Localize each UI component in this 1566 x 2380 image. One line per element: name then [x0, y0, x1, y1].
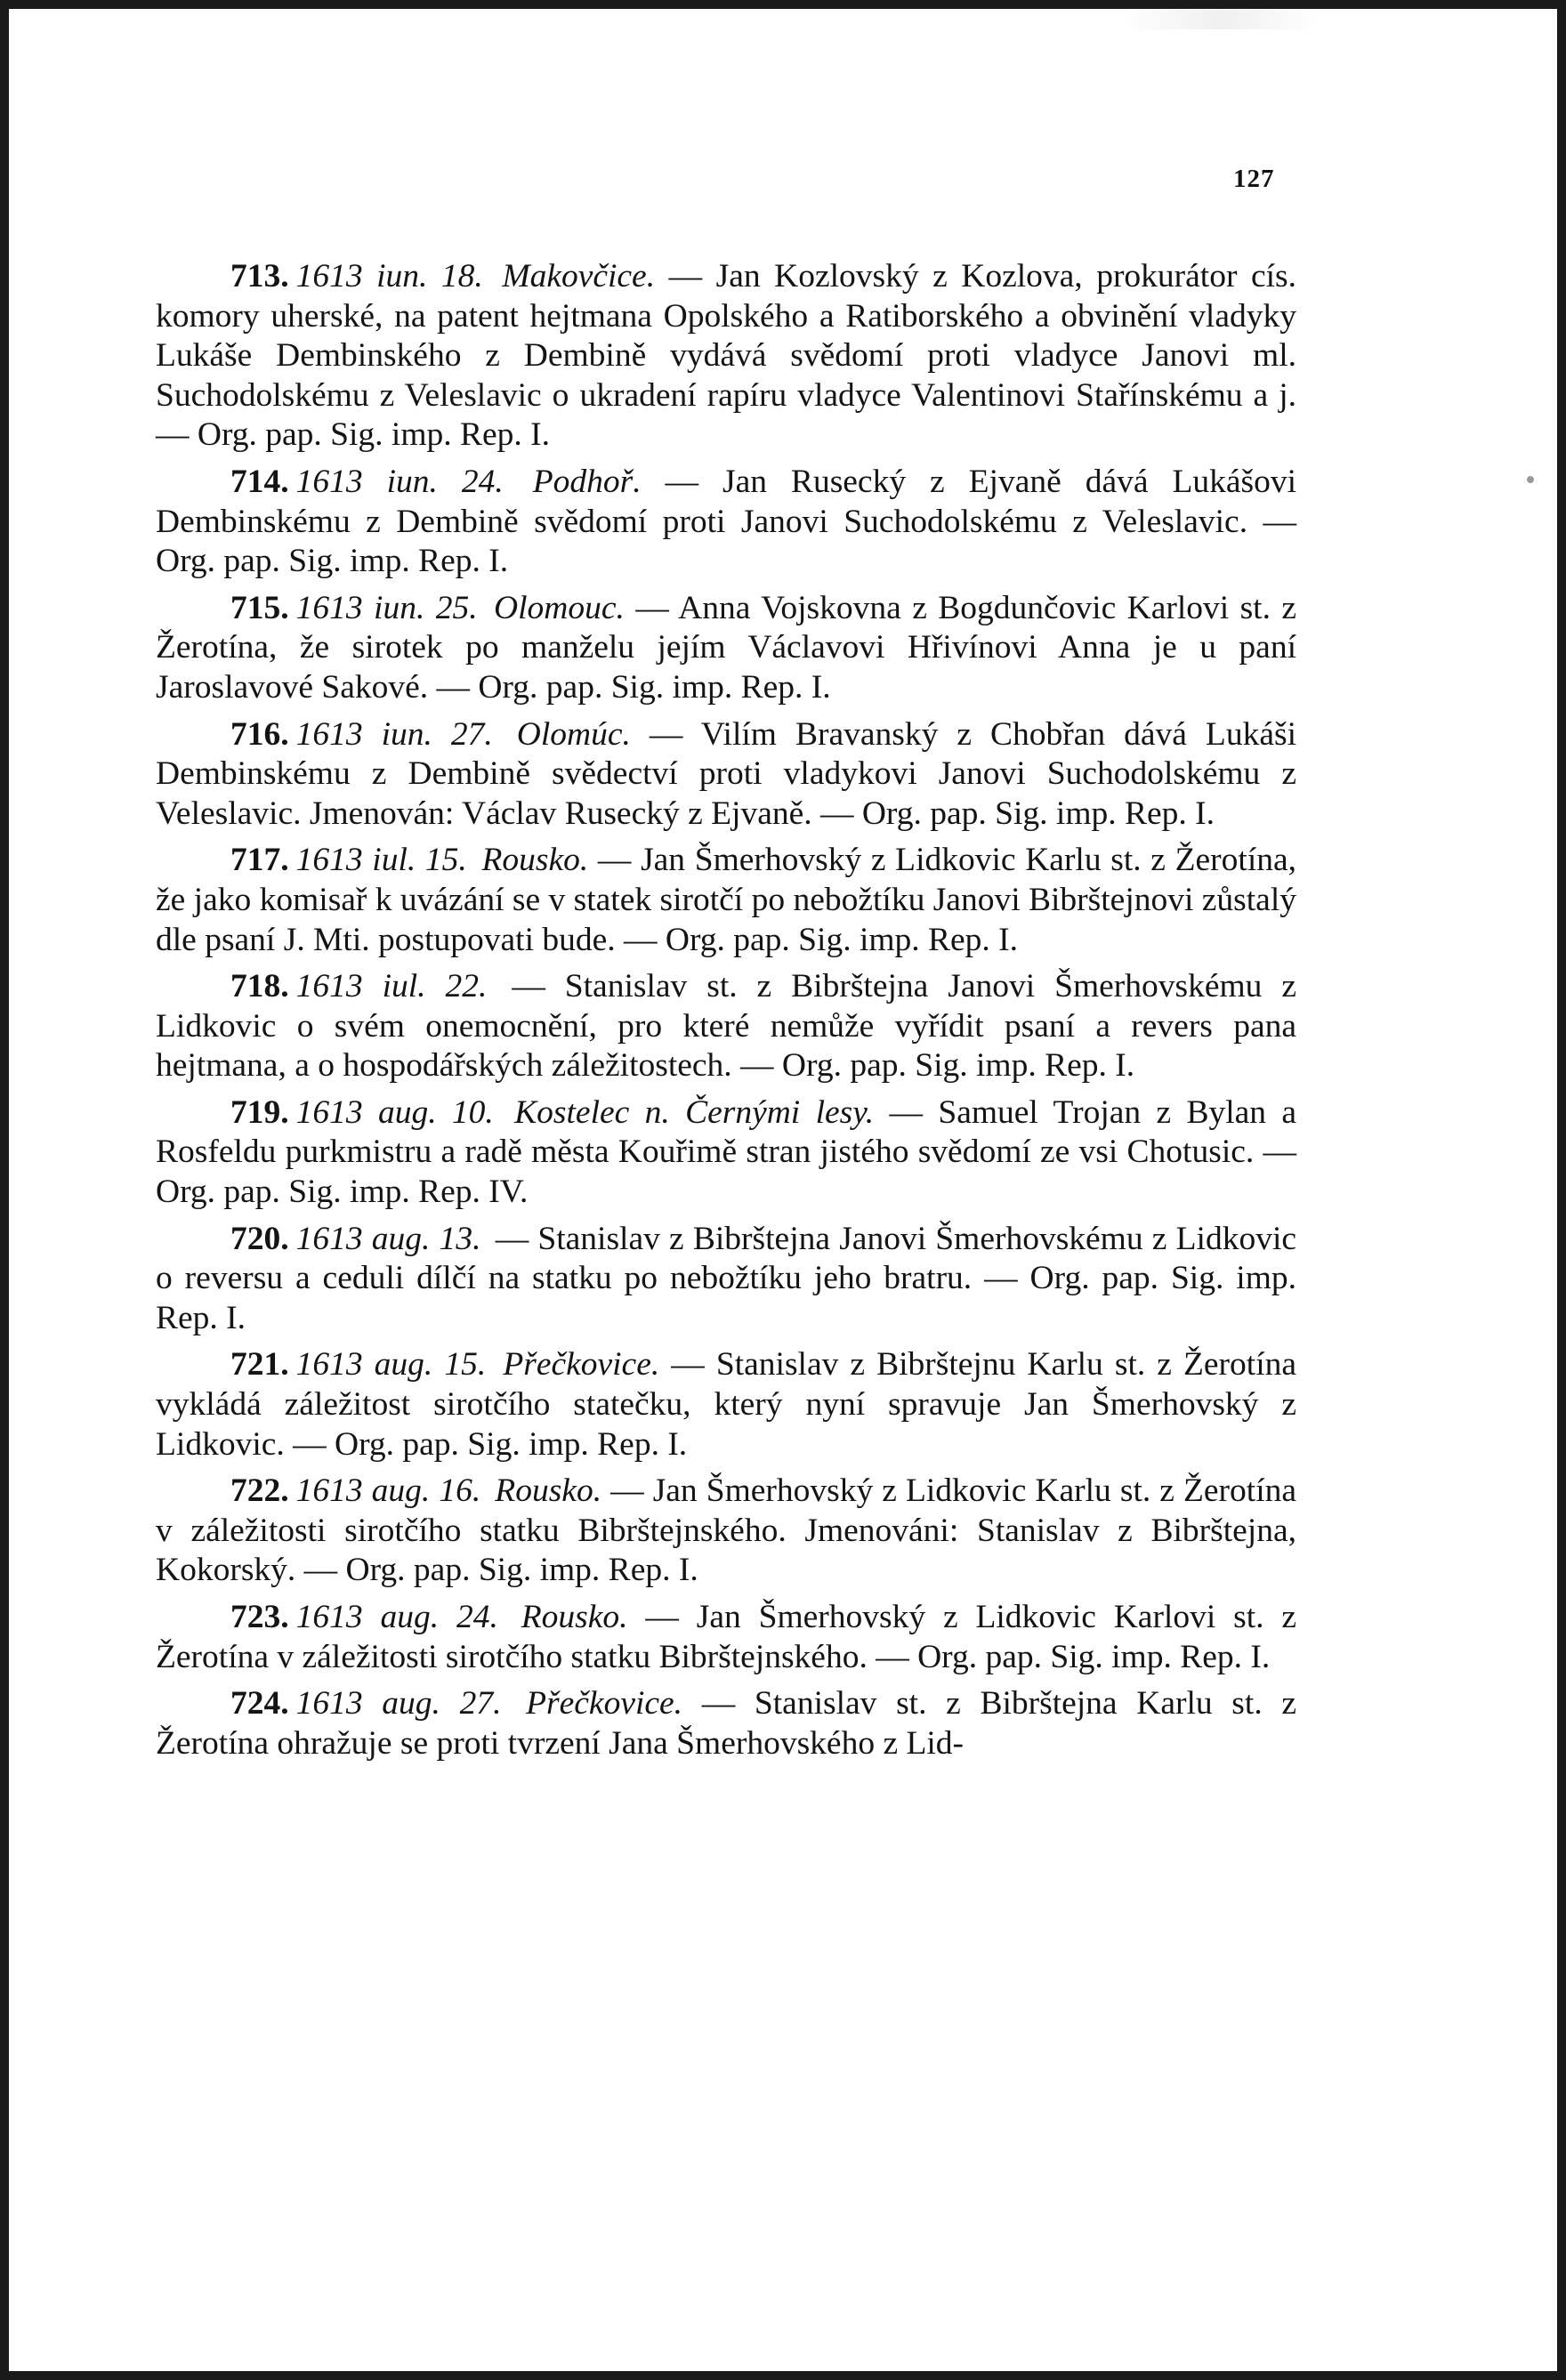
entry-718 [156, 967, 1296, 1086]
entry-721 [156, 1345, 1296, 1464]
entry-text: — Jan Šmerhovský z Lidkovic Karlovi st. z Žerotína v záležitosti sirotčího statku Bibrštejnského. — Org. pap. Sig. imp. Rep. I. [156, 1599, 1297, 1675]
entry-date: 1613 iun. 25. [295, 589, 478, 626]
entry-place: Rousko. [495, 1472, 602, 1510]
entry-date: 1613 aug. 10. [295, 1093, 494, 1131]
entry-717 [156, 841, 1296, 960]
entry-713 [156, 257, 1296, 456]
entry-text: — Jan Šmerhovský z Lidkovic Karlu st. z Žerotína v záležitosti sirotčího statku Bibrštejnského. Jmenováni: Stanislav z Bibrštejna, Kokorský. — Org. pap. Sig. imp. Rep. I. [156, 1472, 1297, 1589]
entry-date: 1613 iul. 22. [295, 968, 488, 1005]
entry-number: 723. [230, 1599, 289, 1635]
scan-dot [1527, 476, 1534, 483]
entry-place: Olomúc. [516, 715, 631, 753]
entry-text: — Vilím Bravanský z Chobřan dává Lukáši Dembinskému z Dembině svědectví proti vladykovi Janovi Suchodolskému z Veleslavic. Jmenován: Václav Rusecký z Ejvaně. — Org. pap. Sig. imp. Rep. I. [156, 715, 1296, 832]
entry-place: Rousko. [481, 842, 589, 879]
entry-place: Podhoř. [532, 463, 642, 500]
entry-date: 1613 aug. 27. [295, 1685, 502, 1722]
entry-number: 724. [230, 1685, 289, 1722]
entry-place: Rousko. [521, 1599, 628, 1635]
entry-place: Makovčice. [502, 258, 656, 294]
document-page [9, 9, 1557, 2371]
entry-number: 721. [230, 1346, 289, 1384]
entry-text: — Samuel Trojan z Bylan a Rosfeldu purkmistru a radě města Kouřimě stran jistého svědomí ze vsi Chotusic. — Org. pap. Sig. imp. Rep. IV. [156, 1093, 1297, 1211]
entry-place: Přečkovice. [503, 1346, 660, 1384]
scan-artifact [1120, 10, 1321, 29]
entry-text: — Anna Vojskovna z Bogdunčovic Karlovi st. z Žerotína, že sirotek po manželu jejím Václavovi Hřivínovi Anna je u paní Jaroslavové Sakové. — Org. pap. Sig. imp. Rep. I. [156, 589, 1297, 706]
entry-number: 722. [230, 1472, 289, 1510]
page-number: 127 [1233, 165, 1275, 193]
entry-number: 713. [230, 258, 289, 294]
entry-text: — Stanislav st. z Bibrštejna Karlu st. z Žerotína ohražuje se proti tvrzení Jana Šmerhovského z Lid- [156, 1685, 1297, 1762]
entry-text: — Jan Rusecký z Ejvaně dává Lukášovi Dembinskému z Dembině svědomí proti Janovi Suchodolskému z Veleslavic. — Org. pap. Sig. imp. Rep. I. [156, 463, 1297, 580]
entry-date: 1613 aug. 16. [295, 1472, 481, 1510]
entry-719 [156, 1093, 1296, 1213]
entry-number: 714. [230, 463, 289, 500]
entry-date: 1613 aug. 13. [295, 1220, 481, 1257]
entry-724 [156, 1684, 1296, 1763]
entry-722 [156, 1472, 1296, 1591]
entry-text: — Jan Šmerhovský z Lidkovic Karlu st. z Žerotína, že jako komisař k uvázání se v statek sirotčí po nebožtíku Janovi Bibrštejnovi zůstalý dle psaní J. Mti. postupovati bude. — Org. pap. Sig. imp. Rep. I. [156, 842, 1297, 958]
entry-number: 716. [230, 715, 289, 753]
entry-date: 1613 iul. 15. [295, 842, 467, 879]
entry-number: 715. [230, 589, 289, 626]
entry-date: 1613 iun. 24. [295, 463, 504, 500]
entry-place: Olomouc. [494, 589, 625, 626]
entry-date: 1613 aug. 15. [295, 1346, 487, 1384]
entry-723 [156, 1598, 1296, 1677]
entry-text: — Stanislav z Bibrštejnu Karlu st. z Žerotína vykládá záležitost sirotčího statečku, který nyní spravuje Jan Šmerhovský z Lidkovic. — Org. pap. Sig. imp. Rep. I. [156, 1346, 1297, 1463]
entry-date: 1613 aug. 24. [295, 1599, 498, 1635]
entry-text: — Jan Kozlovský z Kozlova, prokurátor cís. komory uherské, na patent hejtmana Opolského a Ratiborského a obvinění vladyky Lukáše Dembinského z Dembině vydává svědomí proti vladyce Janovi ml. Suchodolskému z Veleslavic o ukradení rapíru vladyce Valentinovi Stařínskému a j. — Org. pap. Sig. imp. Rep. I. [156, 258, 1297, 454]
entry-714 [156, 463, 1296, 582]
entry-720 [156, 1220, 1296, 1339]
entry-number: 719. [230, 1093, 289, 1131]
entry-place: Kostelec n. Černými lesy. [514, 1093, 875, 1131]
entry-text: — Stanislav st. z Bibrštejna Janovi Šmerhovskému z Lidkovic o svém onemocnění, pro které nemůže vyřídit psaní a revers pana hejtmana, a o hospodářských záležitostech. — Org. pap. Sig. imp. Rep. I. [156, 968, 1297, 1085]
entry-number: 720. [230, 1220, 289, 1257]
entry-text: — Stanislav z Bibrštejna Janovi Šmerhovskému z Lidkovic o reversu a ceduli dílčí na statku po nebožtíku jeho bratru. — Org. pap. Sig. imp. Rep. I. [156, 1220, 1297, 1336]
entry-number: 717. [230, 842, 289, 879]
entry-716 [156, 715, 1296, 835]
regest-list [156, 257, 1296, 1771]
entry-715 [156, 589, 1296, 708]
entry-date: 1613 iun. 18. [295, 258, 483, 294]
entry-date: 1613 iun. 27. [295, 715, 493, 753]
entry-place: Přečkovice. [526, 1685, 683, 1722]
entry-number: 718. [230, 968, 289, 1005]
